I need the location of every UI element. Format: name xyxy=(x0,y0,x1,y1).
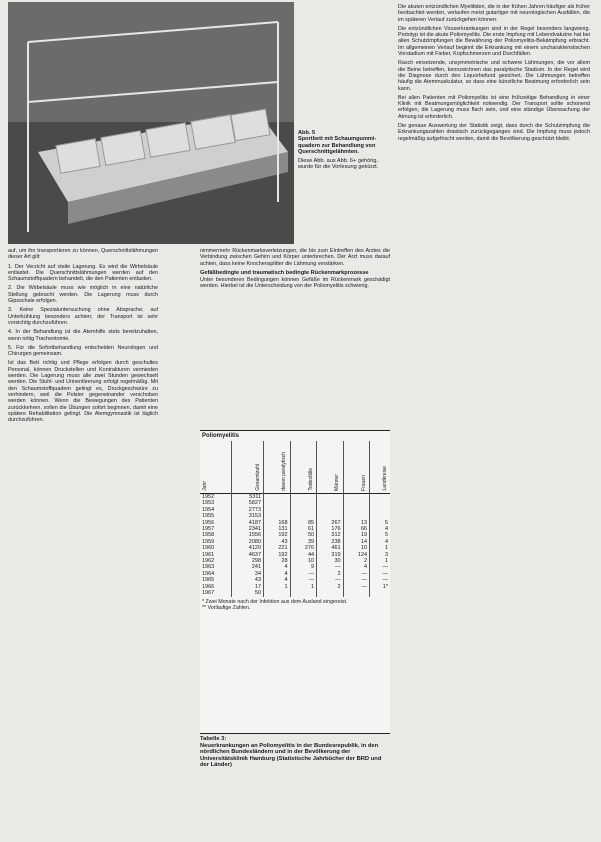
table-cell: 2773 xyxy=(231,507,263,513)
table-cell: 1 xyxy=(264,584,291,590)
table-cell xyxy=(264,494,291,501)
table-cell: 43 xyxy=(231,577,263,583)
table-cell: 5 xyxy=(370,520,390,526)
table-cell: 1966 xyxy=(202,583,215,590)
table-cell: 1954 xyxy=(202,506,215,513)
table-cell: 4187 xyxy=(231,520,263,526)
figure-label: Abb. 5 xyxy=(298,130,316,136)
table-header: Frauen xyxy=(343,441,370,494)
table-cell: 1965 xyxy=(202,577,215,584)
body-paragraph: Ist das Bett richtig und Pflege erfolgen durch geschultes Personal, können Druckstellen und Kontrakturen vermieden werden. Die Lagerung muss alle zwei Stunden gewechselt werden. Die Stuhl- und Urinentleerung erfolgt regelmäßig. Mit den Schaumstoffquadern gelingt es, Druckgeschwüre zu verhindern, weil die Polster gegeneinander verschoben werden können. Wenn die Bewegungen des Patienten zurückkehren, sollen die Übungen sofort beginnen, damit eine spätere Rehabilitation gelingt. Die Atemgymnastik ist täglich durchzuführen. xyxy=(8,360,158,424)
table-cell: 43 xyxy=(264,539,291,545)
table-cell: 10 xyxy=(290,558,317,564)
table-cell: 4 xyxy=(370,526,390,532)
table-caption-label: Tabelle 3: xyxy=(200,736,227,742)
body-paragraph: Die entzündlichen Viruserkrankungen sind in der Regel besonders langwierig. Prototyp ist die akute Poliomyelitis. Die erste Impfung mit Lebendvakzine hat bei allen Schutzimpfungen die Bewährung der Poliomyelitis-Bekämpfung erbracht. Im allgemeinen Verlauf beginnt die Erkrankung mit einem uncharakteristischen Vorstadium mit Fieber, Kopfschmerzen und Durchfällen. xyxy=(398,25,590,58)
table-cell: — xyxy=(290,571,317,577)
table-cell: 1953 xyxy=(202,500,215,507)
table-cell: 61 xyxy=(290,526,317,532)
table-row xyxy=(200,494,390,501)
table-cell: 50 xyxy=(231,590,263,596)
polio-table xyxy=(200,441,390,597)
table-cell: — xyxy=(317,564,344,570)
table-body xyxy=(200,494,390,597)
left-text-column xyxy=(8,248,158,838)
table-cell: 4 xyxy=(370,539,390,545)
table-header: Jahr xyxy=(202,480,208,491)
table-cell: 1959 xyxy=(202,538,215,545)
table-header: Gesamtzahl xyxy=(231,441,263,494)
table-cell: 1 xyxy=(290,584,317,590)
table-header: davon paralytisch xyxy=(264,441,291,494)
table-cell: 192 xyxy=(264,532,291,538)
table-cell: 312 xyxy=(317,532,344,538)
table-cell: 10 xyxy=(343,545,370,551)
list-item: 5. Für die Sofortbehandlung entscheiden Neurologen und Chirurgen gemeinsam. xyxy=(8,344,158,358)
table-header-row xyxy=(200,441,390,494)
table-cell: 44 xyxy=(290,552,317,558)
table-cell: 2341 xyxy=(231,526,263,532)
table-cell: 85 xyxy=(290,520,317,526)
hospital-bed-photo xyxy=(8,2,294,244)
table-cell: 176 xyxy=(317,526,344,532)
table-cell: 3153 xyxy=(231,513,263,519)
body-paragraph: Die akuten entzündlichen Myelitiden, die in der frühen Jahren häufiger als früher beobachtet werden, verlaufen meist gutartiger mit neurologischen Ausfällen, die im späteren Verlauf zurückgehen können. xyxy=(398,4,590,23)
table-footnote: ** Vorläufige Zahlen. xyxy=(202,604,251,611)
body-paragraph: nimmermehr Rückenmarksverletzungen, die bis zum Eintreffen des Arztes die Verbindung zwischen Gehirn und Körper unterbrechen. Der Arzt muss darauf achten, dass keine Knochensplitter die Lähmung verstärken. xyxy=(200,248,390,267)
table-cell: 1952 xyxy=(202,494,215,500)
figure-note: Diese Abb. aus Abb. 6+ gehörig, wurde für die Vorlesung gekürzt. xyxy=(298,157,379,171)
table-cell: 319 xyxy=(317,552,344,558)
table-cell: 461 xyxy=(317,545,344,551)
table-cell xyxy=(343,494,370,501)
table-cell: — xyxy=(317,577,344,583)
table-cell: 9 xyxy=(290,564,317,570)
middle-text-column xyxy=(200,248,390,293)
table-cell: 17 xyxy=(231,584,263,590)
table-cell: 1961 xyxy=(202,551,215,558)
table-cell: 1956 xyxy=(202,519,215,526)
table-cell: 2 xyxy=(317,571,344,577)
table-cell: 1963 xyxy=(202,564,215,571)
body-paragraph: Die genaue Auswertung der Statistik zeigt, dass durch die Schutzimpfung die Erkrankungszahlen drastisch zurückgegangen sind. Die Impfung muss jedoch regelmäßig aufgefrischt werden, damit die Bevölkerung geschützt bleibt. xyxy=(398,123,590,142)
table-cell: 2080 xyxy=(231,539,263,545)
table-title: Poliomyelitis xyxy=(202,433,240,439)
table-cell xyxy=(290,494,317,501)
table-cell: 168 xyxy=(264,520,291,526)
table-cell: 5311 xyxy=(231,494,263,501)
figure-caption xyxy=(298,130,390,170)
figure-title: Sportbett mit Schaumgummi-quadern zur Behandlung von Querschnittgelähmten. xyxy=(298,136,377,156)
table-cell: 298 xyxy=(231,558,263,564)
table-cell: 1958 xyxy=(202,532,215,539)
table-cell: 267 xyxy=(317,520,344,526)
body-paragraph: Unter besonderen Bedingungen können Gefäße im Rückenmark geschädigt werden. Hierbei ist die Unterscheidung von der Poliomyelitis schwierig. xyxy=(200,277,390,290)
table-cell: 28 xyxy=(264,558,291,564)
table-cell: 3 xyxy=(370,552,390,558)
table-cell: 50 xyxy=(290,532,317,538)
table-cell: 1962 xyxy=(202,558,215,565)
table-footnote: * Zwei Monate nach der Infektion aus dem Ausland eingereist. xyxy=(202,598,348,605)
table-cell: — xyxy=(343,577,370,583)
table-cell: 4 xyxy=(264,577,291,583)
table-cell: 13 xyxy=(343,520,370,526)
table-notes xyxy=(200,597,390,613)
table-cell: 192 xyxy=(264,552,291,558)
list-item: 2. Die Wirbelsäule muss wie möglich in eine natürliche Stellung gebracht werden. Die Lagerung muss durch Gipsschale erfolgen. xyxy=(8,285,158,305)
table-cell: 4 xyxy=(343,564,370,570)
table-cell: 238 xyxy=(317,539,344,545)
table-cell: 34 xyxy=(231,571,263,577)
table-cell: 2 xyxy=(317,584,344,590)
table-cell: — xyxy=(370,564,390,570)
table-cell: 131 xyxy=(264,526,291,532)
table-cell: 276 xyxy=(290,545,317,551)
table-cell: 1964 xyxy=(202,570,215,577)
table-cell: — xyxy=(343,584,370,590)
table-cell: 124 xyxy=(343,552,370,558)
table-cell: 1960 xyxy=(202,545,215,552)
table-caption-text: Neuerkrankungen an Poliomyelitis in der Bundesrepublik, in den nördlichen Bundesländern und in der Bevölkerung der Universitätsklinik Hamburg (Statistische Jahrbücher der BRD und der Länder) xyxy=(200,742,382,769)
body-paragraph: Bei allen Patienten mit Poliomyelitis ist eine frühzeitige Behandlung in einer Klinik mit Beatmungsmöglichkeit notwendig. Der Transport sollte schonend erfolgen, die Lagerung muss flach sein, und eine ständige Überwachung der Atmung ist erforderlich. xyxy=(398,94,590,120)
table-cell: — xyxy=(370,571,390,577)
table-cell: 1955 xyxy=(202,513,215,520)
table-header: Männer xyxy=(317,441,344,494)
table-cell: — xyxy=(343,571,370,577)
table-cell: — xyxy=(370,577,390,583)
right-text-column xyxy=(398,4,590,836)
table-cell: 1* xyxy=(370,584,390,590)
table-cell: 19 xyxy=(343,532,370,538)
table-cell: 4 xyxy=(264,571,291,577)
table-cell: 4637 xyxy=(231,552,263,558)
table-cell: 1556 xyxy=(231,532,263,538)
table-cell: 1967 xyxy=(202,590,215,597)
bed-illustration xyxy=(8,2,294,244)
body-paragraph: Rasch einsetzende, unsymmetrische und schwere Lähmungen, die vor allem die Beine betreffen, kennzeichnen das paralytische Stadium. In der Regel wird die Diagnose durch den Liquorbefund gesichert. Die Lähmungen betreffen häufig die Atemmuskulatur, so dass eine künstliche Beatmung erforderlich sein kann. xyxy=(398,60,590,92)
table-cell: 39 xyxy=(290,539,317,545)
table-cell: — xyxy=(290,577,317,583)
table-cell: 5 xyxy=(370,532,390,538)
table-cell: 4 xyxy=(264,564,291,570)
table-caption xyxy=(200,736,390,769)
list-item: 3. Keine Spezialuntersuchung ohne Absprache; auf Unterkühlung besonders achten; der Transport ist sehr vorsichtig durchzuführen. xyxy=(8,307,158,326)
intro-paragraph: auf, um ihn transportieren zu können, Querschnittslähmungen dieser Art gilt: xyxy=(8,248,158,261)
table-cell: 66 xyxy=(343,526,370,532)
table-cell xyxy=(370,494,390,501)
table-cell: 30 xyxy=(317,558,344,564)
list-item: 4. In der Behandlung ist die Atemhilfe stets bereitzuhalten, wenn nötig Tracheotomie. xyxy=(8,329,158,342)
table-cell: 1957 xyxy=(202,526,215,533)
table-cell: 1 xyxy=(370,545,390,551)
table-cell: 4120 xyxy=(231,545,263,551)
table-cell: 1 xyxy=(370,558,390,564)
statistics-table xyxy=(200,430,390,734)
section-heading: Gefäßbedingte und traumatisch bedingte Rückenmarkprozesse xyxy=(200,269,369,276)
table-cell: 221 xyxy=(264,545,291,551)
table-cell: 2 xyxy=(343,558,370,564)
table-cell: 14 xyxy=(343,539,370,545)
table-cell xyxy=(317,494,344,501)
list-item: 1. Der Verzicht auf steile Lagerung. Es wird die Wirbelsäule entlastet. Die Querschnittslähmungen werden auf den Schaumstoffquadern behandelt, die den Patienten entlasten. xyxy=(8,263,158,283)
table-header: Todesfälle xyxy=(290,441,317,494)
table-cell: 241 xyxy=(231,564,263,570)
table-cell: 5827 xyxy=(231,500,263,506)
table-header: Landkreise xyxy=(370,441,390,494)
